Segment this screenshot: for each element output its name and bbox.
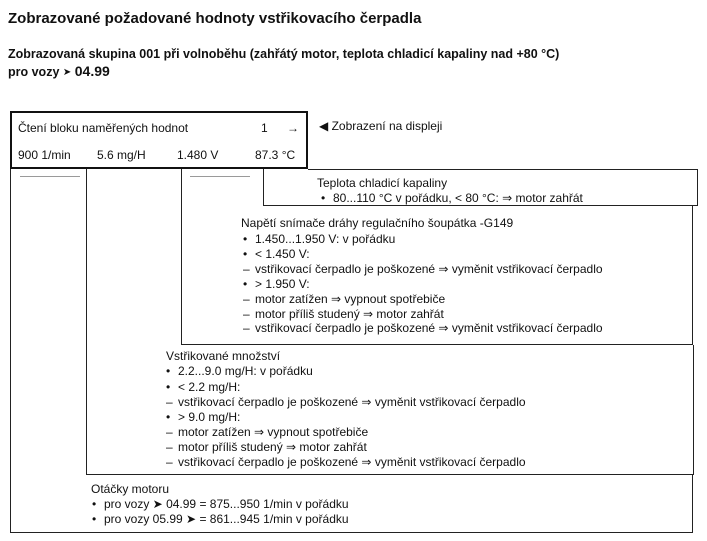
vehicle-prefix: pro vozy	[8, 65, 60, 79]
value-injection: 5.6 mg/H	[97, 148, 146, 162]
list-item: – motor zatížen ⇒ vypnout spotřebiče	[243, 292, 446, 306]
value-temperature: 87.3 °C	[255, 148, 296, 162]
display-callout	[319, 119, 442, 133]
page-subtitle: Zobrazovaná skupina 001 při volnoběhu (zahřátý motor, teplota chladicí kapaliny nad +80 °C)	[8, 47, 560, 61]
next-arrow-icon: →	[287, 121, 299, 135]
list-item: • 80...110 °C v pořádku, < 80 °C: ⇒ motor zahřát	[321, 191, 583, 205]
vehicle-version-line	[8, 63, 110, 79]
value-rpm: 900 1/min	[18, 148, 71, 162]
display-heading: Čtení bloku naměřených hodnot	[18, 121, 189, 135]
callout-label: Zobrazení na displeji	[331, 119, 443, 133]
list-item: • 2.2...9.0 mg/H: v pořádku	[166, 364, 313, 378]
list-item: – motor příliš studený ⇒ motor zahřát	[166, 440, 367, 454]
list-item: • > 1.950 V:	[243, 277, 310, 291]
value-voltage: 1.480 V	[177, 148, 219, 162]
vehicle-arrow-icon: ➤	[62, 67, 72, 78]
block-number: 1	[261, 121, 268, 135]
vehicle-version: 04.99	[74, 63, 110, 79]
list-item: • > 9.0 mg/H:	[166, 410, 241, 424]
rpm-section-title: Otáčky motoru	[91, 482, 170, 496]
temperature-section-title: Teplota chladicí kapaliny	[317, 176, 448, 190]
voltage-section-title: Napětí snímače dráhy regulačního šoupátka -G149	[241, 216, 514, 230]
list-item: • < 1.450 V:	[243, 247, 310, 261]
list-item: • pro vozy ➤ 04.99 = 875...950 1/min v pořádku	[92, 497, 349, 511]
display-box	[10, 111, 308, 169]
list-item: – vstřikovací čerpadlo je poškozené ⇒ vyměnit vstřikovací čerpadlo	[243, 321, 603, 335]
list-item: • < 2.2 mg/H:	[166, 380, 241, 394]
list-item: • 1.450...1.950 V: v pořádku	[243, 232, 396, 246]
list-item: – vstřikovací čerpadlo je poškozené ⇒ vyměnit vstřikovací čerpadlo	[166, 395, 526, 409]
list-item: – motor zatížen ⇒ vypnout spotřebiče	[166, 425, 369, 439]
list-item: – vstřikovací čerpadlo je poškozené ⇒ vyměnit vstřikovací čerpadlo	[243, 262, 603, 276]
injection-section-title: Vstřikované množství	[166, 349, 281, 363]
list-item: • pro vozy 05.99 ➤ = 861...945 1/min v pořádku	[92, 512, 349, 526]
list-item: – vstřikovací čerpadlo je poškozené ⇒ vyměnit vstřikovací čerpadlo	[166, 455, 526, 469]
list-item: – motor příliš studený ⇒ motor zahřát	[243, 307, 444, 321]
page-title: Zobrazované požadované hodnoty vstřikovacího čerpadla	[8, 10, 422, 27]
callout-pointer-icon: ◀	[319, 119, 329, 133]
